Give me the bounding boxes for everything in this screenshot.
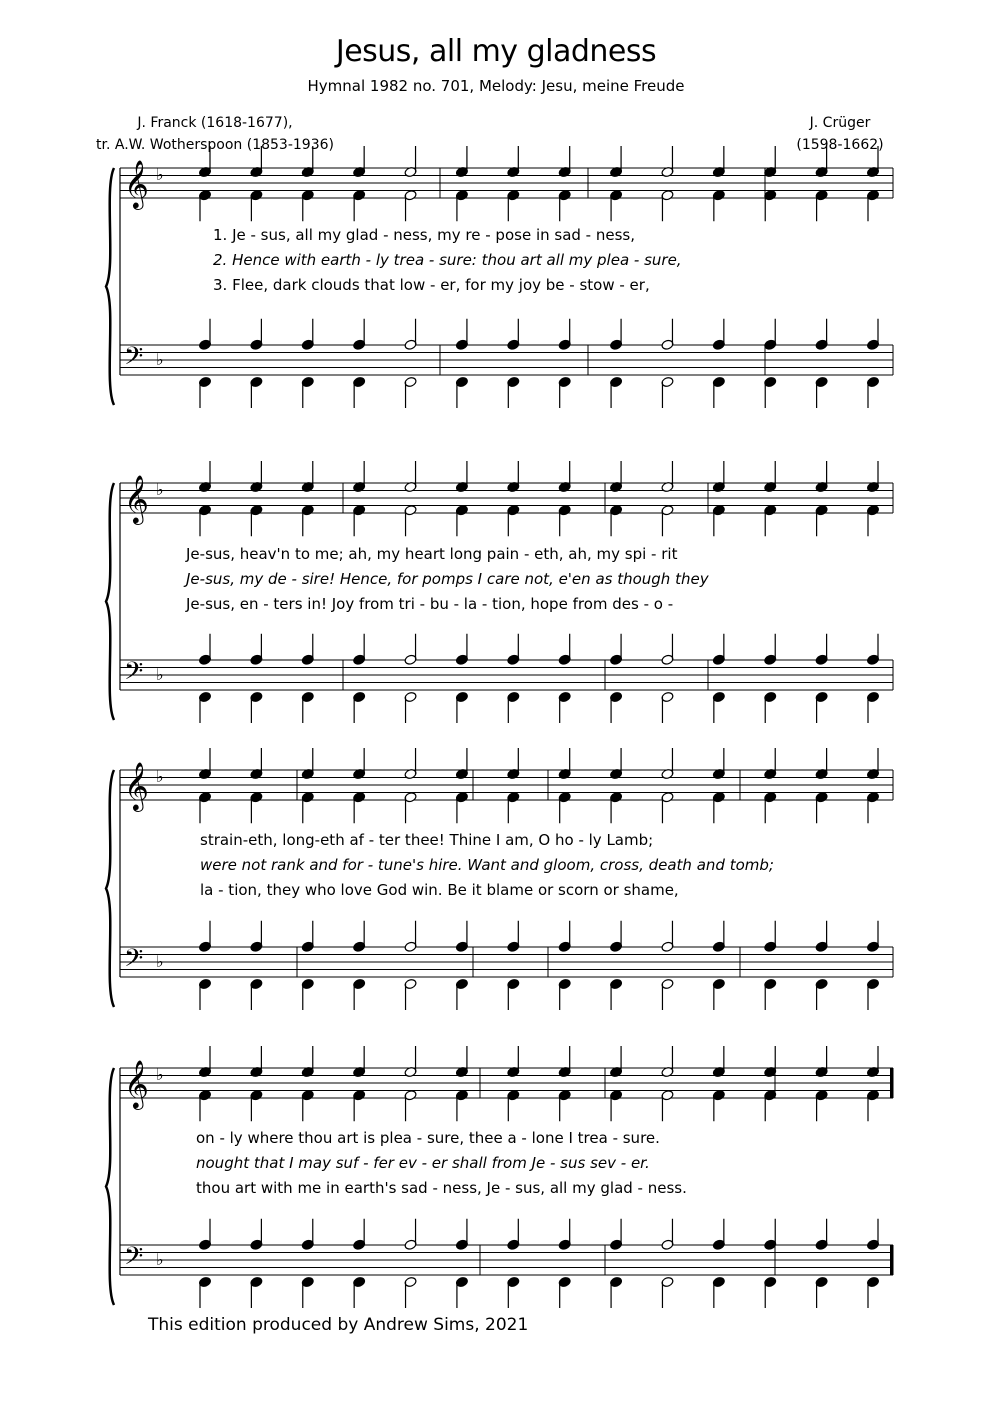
edition-credit: This edition produced by Andrew Sims, 2021 (148, 1315, 529, 1335)
flat-sign-icon: ♭ (156, 767, 164, 786)
system-brace (106, 168, 114, 405)
lyric-line: 3. Flee, dark clouds that low - er, for my joy be - stow - er, (213, 276, 650, 294)
bass-clef-icon: 𝄢 (124, 1242, 144, 1277)
bass-clef-icon: 𝄢 (124, 342, 144, 377)
author-line: J. Franck (1618-1677), (137, 115, 293, 131)
hymn-title: Jesus, all my gladness (335, 34, 657, 69)
system-brace (106, 1068, 114, 1305)
treble-clef-icon: 𝄞 (124, 159, 149, 208)
composer-dates-line: (1598-1662) (796, 137, 884, 153)
composer-line: J. Crüger (809, 115, 871, 131)
flat-sign-icon: ♭ (156, 165, 164, 184)
final-bar-line (890, 1068, 894, 1098)
bass-clef-icon: 𝄢 (124, 944, 144, 979)
treble-clef-icon: 𝄞 (124, 761, 149, 810)
lyric-line: strain-eth, long-eth af - ter thee! Thine I am, O ho - ly Lamb; (200, 831, 654, 849)
lyric-line: la - tion, they who love God win. Be it blame or scorn or shame, (200, 881, 679, 899)
translator-line: tr. A.W. Wotherspoon (1853-1936) (96, 137, 334, 153)
flat-sign-icon: ♭ (156, 480, 164, 499)
lyric-line: Je-sus, heav'n to me; ah, my heart long pain - eth, ah, my spi - rit (186, 545, 678, 563)
lyric-line: Je-sus, en - ters in! Joy from tri - bu - la - tion, hope from des - o - (186, 595, 674, 613)
flat-sign-icon: ♭ (156, 1065, 164, 1084)
system-brace (106, 770, 114, 1007)
flat-sign-icon: ♭ (156, 350, 164, 369)
hymn-subtitle: Hymnal 1982 no. 701, Melody: Jesu, meine Freude (307, 77, 685, 95)
flat-sign-icon: ♭ (156, 1250, 164, 1269)
system-brace (106, 483, 114, 720)
bass-clef-icon: 𝄢 (124, 657, 144, 692)
final-bar-line (890, 1245, 894, 1275)
flat-sign-icon: ♭ (156, 665, 164, 684)
lyric-line: 1. Je - sus, all my glad - ness, my re - pose in sad - ness, (213, 226, 635, 244)
lyric-line: Je-sus, my de - sire! Hence, for pomps I care not, e'en as though they (186, 570, 709, 588)
flat-sign-icon: ♭ (156, 952, 164, 971)
lyric-line: thou art with me in earth's sad - ness, Je - sus, all my glad - ness. (196, 1179, 687, 1197)
treble-clef-icon: 𝄞 (124, 1059, 149, 1108)
lyric-line: on - ly where thou art is plea - sure, thee a - lone I trea - sure. (196, 1129, 660, 1147)
lyric-line: nought that I may suf - fer ev - er shall from Je - sus sev - er. (196, 1154, 650, 1172)
lyric-line: 2. Hence with earth - ly trea - sure: thou art all my plea - sure, (213, 251, 682, 269)
treble-clef-icon: 𝄞 (124, 474, 149, 523)
lyric-line: were not rank and for - tune's hire. Want and gloom, cross, death and tomb; (200, 856, 774, 874)
